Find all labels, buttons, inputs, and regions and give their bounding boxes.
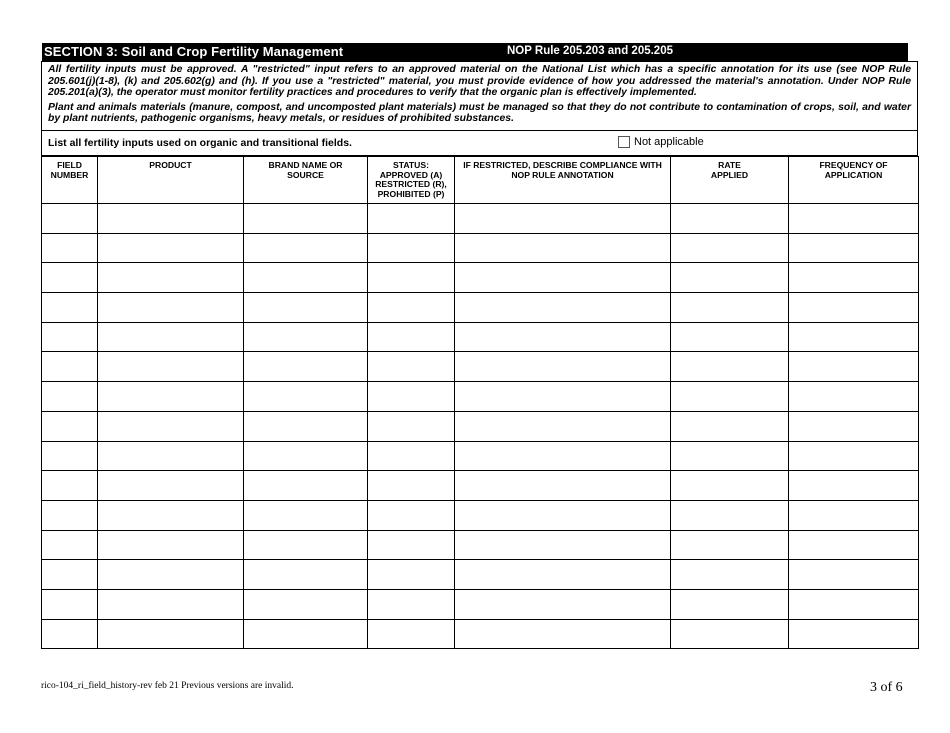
cell-frequency-of-application[interactable]	[789, 500, 919, 530]
cell-brand-name-or-source[interactable]	[244, 471, 368, 501]
cell-product[interactable]	[98, 589, 244, 619]
cell-status[interactable]	[368, 204, 455, 234]
column-header-line: RESTRICTED (R),	[375, 179, 447, 190]
list-instruction-row	[41, 131, 918, 156]
cell-status[interactable]	[368, 293, 455, 323]
table-row	[42, 619, 919, 649]
cell-status[interactable]	[368, 382, 455, 412]
cell-frequency-of-application[interactable]	[789, 293, 919, 323]
cell-rate-applied[interactable]	[671, 233, 789, 263]
cell-brand-name-or-source[interactable]	[244, 293, 368, 323]
cell-product[interactable]	[98, 441, 244, 471]
cell-restricted-compliance[interactable]	[455, 500, 671, 530]
table-row	[42, 589, 919, 619]
cell-field-number[interactable]	[42, 382, 98, 412]
cell-rate-applied[interactable]	[671, 560, 789, 590]
cell-status[interactable]	[368, 589, 455, 619]
column-header-line: PROHIBITED (P)	[377, 188, 445, 199]
cell-frequency-of-application[interactable]	[789, 322, 919, 352]
cell-brand-name-or-source[interactable]	[244, 589, 368, 619]
column-header-product	[98, 157, 244, 204]
cell-restricted-compliance[interactable]	[455, 530, 671, 560]
column-header-line: BRAND NAME OR	[268, 160, 343, 170]
cell-rate-applied[interactable]	[671, 352, 789, 382]
instructions-paragraph-2: Plant and animals materials (manure, compost, and uncomposted plant materials) must be managed so that they do not contribute to contamination of crops, soil, and water by plant nutrients, pathogenic organisms, heavy metals, or residues of prohibited substances.	[48, 101, 911, 125]
cell-brand-name-or-source[interactable]	[244, 322, 368, 352]
cell-field-number[interactable]	[42, 352, 98, 382]
cell-product[interactable]	[98, 293, 244, 323]
column-header-line: IF RESTRICTED, DESCRIBE COMPLIANCE WITH	[463, 160, 662, 170]
cell-rate-applied[interactable]	[671, 471, 789, 501]
cell-field-number[interactable]	[42, 411, 98, 441]
cell-brand-name-or-source[interactable]	[244, 263, 368, 293]
cell-brand-name-or-source[interactable]	[244, 441, 368, 471]
cell-status[interactable]	[368, 441, 455, 471]
table-row	[42, 560, 919, 590]
cell-restricted-compliance[interactable]	[455, 560, 671, 590]
cell-brand-name-or-source[interactable]	[244, 233, 368, 263]
cell-field-number[interactable]	[42, 322, 98, 352]
cell-rate-applied[interactable]	[671, 382, 789, 412]
cell-field-number[interactable]	[42, 204, 98, 234]
cell-restricted-compliance[interactable]	[455, 619, 671, 649]
cell-product[interactable]	[98, 352, 244, 382]
table-row	[42, 263, 919, 293]
cell-field-number[interactable]	[42, 619, 98, 649]
column-header-line: NUMBER	[50, 169, 89, 180]
table-row	[42, 500, 919, 530]
instructions-paragraph-1: All fertility inputs must be approved. A "restricted" input refers to an approved material on the National List which has a specific annotation for its use (see NOP Rule 205.601(j)(1-8), (k) and 205.602(g) and (h). If you use a "restricted" material, you must provide evidence of how you addressed the material's annotation. Under NOP Rule 205.201(a)(3), the operator must monitor fertility practices and procedures to verify that the organic plan is effectively implemented.	[48, 64, 911, 99]
column-header-line: NOP RULE ANNOTATION	[511, 169, 614, 180]
column-header-line: RATE	[718, 160, 741, 170]
column-header-rate-applied	[671, 157, 789, 204]
cell-brand-name-or-source[interactable]	[244, 382, 368, 412]
cell-frequency-of-application[interactable]	[789, 382, 919, 412]
cell-status[interactable]	[368, 263, 455, 293]
cell-frequency-of-application[interactable]	[789, 352, 919, 382]
cell-field-number[interactable]	[42, 471, 98, 501]
column-header-brand-name-or-source	[244, 157, 368, 204]
cell-brand-name-or-source[interactable]	[244, 411, 368, 441]
table-header-row	[42, 157, 919, 204]
cell-restricted-compliance[interactable]	[455, 352, 671, 382]
cell-restricted-compliance[interactable]	[455, 411, 671, 441]
cell-product[interactable]	[98, 411, 244, 441]
table-row	[42, 411, 919, 441]
cell-restricted-compliance[interactable]	[455, 263, 671, 293]
cell-field-number[interactable]	[42, 589, 98, 619]
cell-field-number[interactable]	[42, 500, 98, 530]
cell-brand-name-or-source[interactable]	[244, 560, 368, 590]
cell-frequency-of-application[interactable]	[789, 204, 919, 234]
section-rule-reference: NOP Rule 205.203 and 205.205	[507, 45, 673, 57]
cell-frequency-of-application[interactable]	[789, 471, 919, 501]
column-header-line: APPLICATION	[824, 169, 883, 180]
cell-rate-applied[interactable]	[671, 204, 789, 234]
cell-product[interactable]	[98, 322, 244, 352]
cell-frequency-of-application[interactable]	[789, 233, 919, 263]
cell-brand-name-or-source[interactable]	[244, 619, 368, 649]
table-row	[42, 204, 919, 234]
table-row	[42, 322, 919, 352]
cell-rate-applied[interactable]	[671, 589, 789, 619]
cell-brand-name-or-source[interactable]	[244, 530, 368, 560]
cell-field-number[interactable]	[42, 233, 98, 263]
cell-status[interactable]	[368, 619, 455, 649]
cell-status[interactable]	[368, 471, 455, 501]
table-row	[42, 382, 919, 412]
column-header-line: STATUS:	[393, 160, 429, 170]
cell-rate-applied[interactable]	[671, 500, 789, 530]
cell-status[interactable]	[368, 411, 455, 441]
cell-restricted-compliance[interactable]	[455, 441, 671, 471]
column-header-frequency-of-application	[789, 157, 919, 204]
cell-restricted-compliance[interactable]	[455, 293, 671, 323]
cell-frequency-of-application[interactable]	[789, 560, 919, 590]
cell-status[interactable]	[368, 500, 455, 530]
cell-restricted-compliance[interactable]	[455, 471, 671, 501]
cell-status[interactable]	[368, 530, 455, 560]
cell-restricted-compliance[interactable]	[455, 322, 671, 352]
table-body	[42, 204, 919, 649]
cell-product[interactable]	[98, 530, 244, 560]
cell-field-number[interactable]	[42, 293, 98, 323]
cell-rate-applied[interactable]	[671, 619, 789, 649]
cell-product[interactable]	[98, 204, 244, 234]
cell-restricted-compliance[interactable]	[455, 233, 671, 263]
instructions-box	[41, 61, 918, 131]
cell-brand-name-or-source[interactable]	[244, 352, 368, 382]
cell-frequency-of-application[interactable]	[789, 441, 919, 471]
cell-brand-name-or-source[interactable]	[244, 500, 368, 530]
not-applicable-checkbox[interactable]	[618, 136, 630, 148]
column-header-status	[368, 157, 455, 204]
table-row	[42, 293, 919, 323]
column-header-line: FIELD	[57, 160, 82, 170]
section-header	[42, 43, 908, 61]
section-title: SECTION 3: Soil and Crop Fertility Management	[44, 44, 344, 59]
table-row	[42, 530, 919, 560]
table-row	[42, 471, 919, 501]
cell-frequency-of-application[interactable]	[789, 589, 919, 619]
cell-status[interactable]	[368, 352, 455, 382]
cell-product[interactable]	[98, 619, 244, 649]
table-row	[42, 233, 919, 263]
cell-rate-applied[interactable]	[671, 441, 789, 471]
cell-field-number[interactable]	[42, 441, 98, 471]
cell-status[interactable]	[368, 560, 455, 590]
cell-rate-applied[interactable]	[671, 263, 789, 293]
list-instruction-label: List all fertility inputs used on organic and transitional fields.	[48, 137, 352, 149]
cell-field-number[interactable]	[42, 263, 98, 293]
cell-frequency-of-application[interactable]	[789, 411, 919, 441]
cell-rate-applied[interactable]	[671, 322, 789, 352]
cell-field-number[interactable]	[42, 560, 98, 590]
cell-restricted-compliance[interactable]	[455, 204, 671, 234]
cell-frequency-of-application[interactable]	[789, 619, 919, 649]
cell-rate-applied[interactable]	[671, 530, 789, 560]
cell-status[interactable]	[368, 233, 455, 263]
cell-restricted-compliance[interactable]	[455, 382, 671, 412]
page-number: 3 of 6	[870, 680, 903, 695]
cell-frequency-of-application[interactable]	[789, 530, 919, 560]
column-header-restricted-compliance	[455, 157, 671, 204]
column-header-field-number	[42, 157, 98, 204]
column-header-line: FREQUENCY OF	[819, 160, 888, 170]
column-header-line: PRODUCT	[149, 160, 192, 170]
cell-status[interactable]	[368, 322, 455, 352]
cell-product[interactable]	[98, 233, 244, 263]
form-version-note: rico-104_ri_field_history-rev feb 21 Previous versions are invalid.	[41, 681, 294, 691]
cell-frequency-of-application[interactable]	[789, 263, 919, 293]
not-applicable-label: Not applicable	[634, 136, 704, 148]
cell-rate-applied[interactable]	[671, 411, 789, 441]
not-applicable-option[interactable]	[618, 136, 704, 148]
cell-product[interactable]	[98, 471, 244, 501]
cell-field-number[interactable]	[42, 530, 98, 560]
column-header-line: APPROVED (A)	[379, 169, 443, 180]
fertility-inputs-table	[41, 156, 919, 649]
cell-product[interactable]	[98, 500, 244, 530]
cell-product[interactable]	[98, 560, 244, 590]
column-header-line: APPLIED	[710, 169, 749, 180]
cell-restricted-compliance[interactable]	[455, 589, 671, 619]
cell-brand-name-or-source[interactable]	[244, 204, 368, 234]
column-header-line: SOURCE	[287, 169, 324, 180]
table-row	[42, 441, 919, 471]
cell-rate-applied[interactable]	[671, 293, 789, 323]
table-row	[42, 352, 919, 382]
cell-product[interactable]	[98, 263, 244, 293]
cell-product[interactable]	[98, 382, 244, 412]
